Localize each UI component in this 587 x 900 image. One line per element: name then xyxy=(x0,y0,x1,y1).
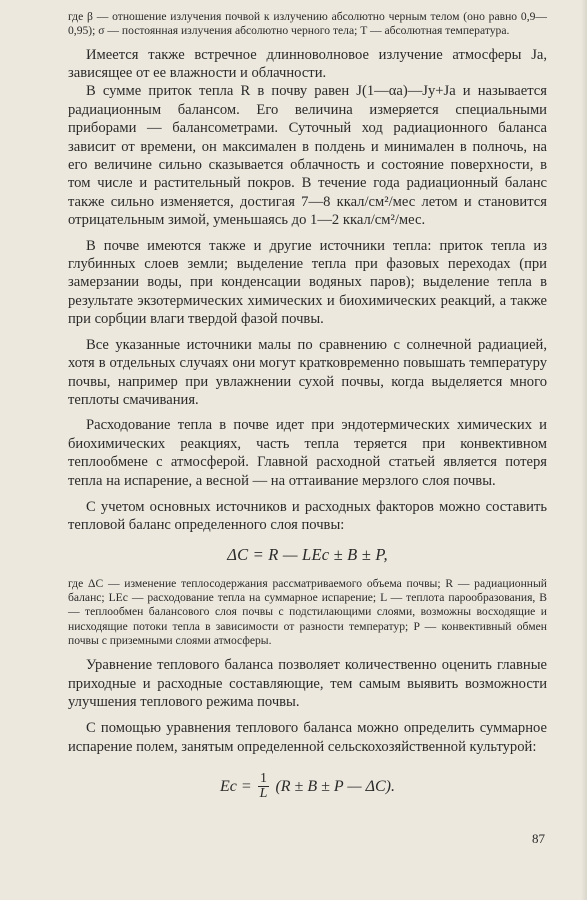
paragraph-equation-use: Уравнение теплового баланса позволяет количественно оценить главные приходные и расходные составляющие, тем самым выявить возможности улучшения теплового режима почвы. xyxy=(68,657,547,711)
paragraph-minor-sources: Все указанные источники малы по сравнению с солнечной радиацией, хотя в отдельных случаях они могут кратковременно повышать температуру почвы, например при увлажнении сухой почвы, когда выделяется много теплоты смачивания. xyxy=(68,336,547,408)
footnote-formula: где ΔC — изменение теплосодержания рассматриваемого объема почвы; R — радиационный баланс; LEc — расходование тепла на суммарное испарение; L — теплота парообразования, B — теплообмен балансового слоя почвы с подстилающими слоями, возможны восходящие и нисходящие потоки тепла в зависимости от разности температур; P — конвективный обмен почвы с приземными слоями атмосферы. xyxy=(68,576,547,647)
page-edge-shadow xyxy=(581,0,587,900)
page-number: 87 xyxy=(532,831,545,846)
paragraph-heat-expenditure: Расходование тепла в почве идет при эндотермических химических и биохимических реакциях, часть тепла теряется при конвективном теплообмене с атмосферой. Главной расходной статьей является потеря тепла на испарение, а весной — на оттаивание мерзлого слоя почвы. xyxy=(68,417,547,489)
paragraph-other-sources: В почве имеются также и другие источники тепла: приток тепла из глубинных слоев земли; выделение тепла при фазовых переходах (при замерзании воды, при конденсации водяных паров); выделение тепла в результате экзотермических химических и биохимических реакций, а также при сорбции влаги твердой фазой почвы. xyxy=(68,237,547,328)
paragraph-counter-radiation: Имеется также встречное длинноволновое излучение атмосферы Ja, зависящее от ее влажности и облачности. xyxy=(68,46,547,81)
paragraph-radiation-balance: В сумме приток тепла R в почву равен J(1—αa)—Jy+Ja и называется радиационным балансом. Его величина измеряется специальными приборами — балансометрами. Суточный ход радиационного баланса зависит от времени, он максимален в полдень и минимален в полночь, на его величине сильно сказывается облачность и состояние поверхности, в том числе и растительный покров. В течение года радиационный баланс также сильно изменяется, достигая 7—8 ккал/см²/мес летом и становится отрицательным зимой, уменьшаясь до 1—2 ккал/см²/мес. xyxy=(68,83,547,229)
formula-left: Ec = xyxy=(219,777,252,795)
fraction-denominator: L xyxy=(259,786,268,802)
evaporation-formula xyxy=(68,772,547,801)
formula-right: (R ± B ± P — ΔC). xyxy=(275,777,395,795)
heat-balance-formula: ΔC = R — LEc ± B ± P, xyxy=(227,544,388,564)
paragraph-evaporation: С помощью уравнения теплового баланса можно определить суммарное испарение полем, занятым определенной сельскохозяйственной культурой: xyxy=(68,720,547,755)
paragraph-balance-intro: С учетом основных источников и расходных факторов можно составить тепловой баланс определенного слоя почвы: xyxy=(68,498,547,534)
fraction-numerator: 1 xyxy=(260,771,268,787)
footnote-top: где β — отношение излучения почвой к излучению абсолютно черным телом (оно равно 0,9—0,95); σ — постоянная излучения абсолютно черного тела; T — абсолютная температура. xyxy=(68,10,547,38)
formula-fraction xyxy=(258,772,270,801)
